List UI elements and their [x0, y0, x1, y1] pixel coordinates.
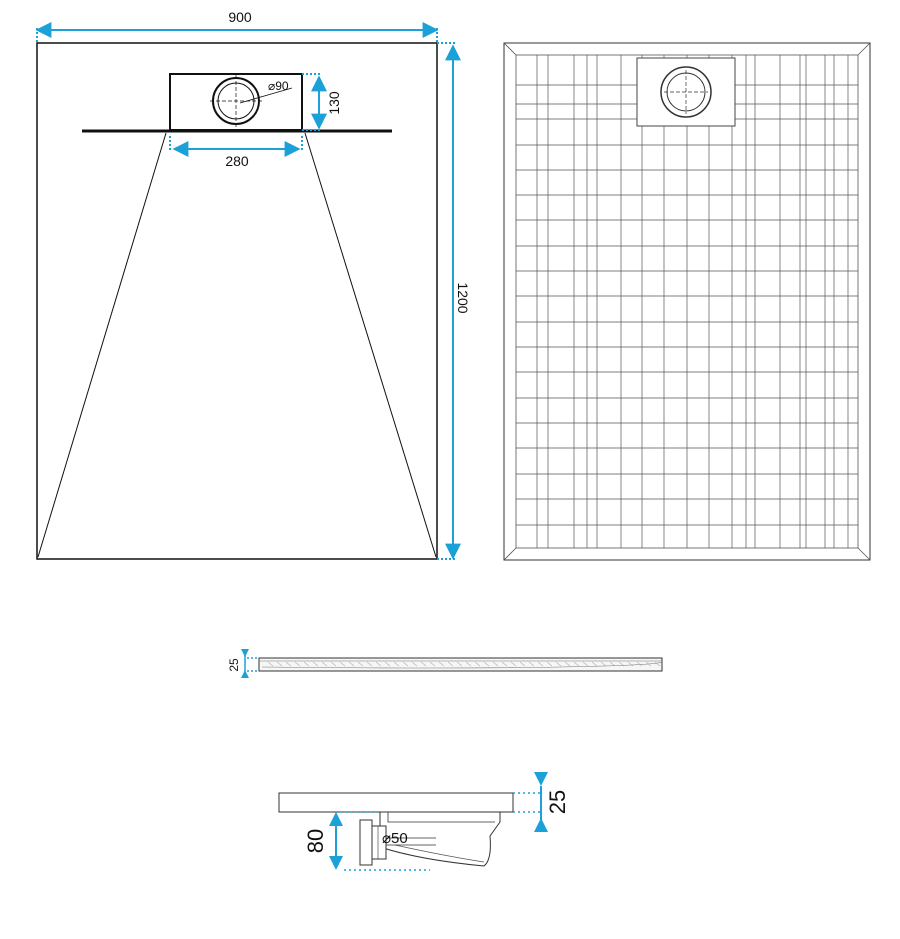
plan-view	[37, 9, 471, 559]
detail-pipe-diameter-label: ⌀50	[382, 830, 408, 847]
drain-detail	[279, 772, 570, 870]
width-label: 900	[228, 9, 252, 25]
length-dimension	[437, 43, 471, 559]
drain-width-label: 280	[225, 153, 249, 169]
slope-line-right	[305, 133, 436, 557]
side-profile	[227, 649, 663, 678]
detail-thickness-label: 25	[545, 789, 570, 815]
detail-thickness-dimension	[513, 772, 570, 832]
profile-thickness-label: 25	[227, 658, 241, 672]
detail-height-label: 80	[303, 828, 328, 854]
drain-diameter-label: ⌀90	[268, 79, 289, 93]
width-dimension	[37, 9, 437, 44]
drain-width-dimension	[170, 136, 302, 169]
grid-lines	[516, 55, 858, 548]
length-label: 1200	[455, 282, 471, 314]
slope-line-left	[38, 133, 166, 557]
drain-height-label: 130	[326, 91, 342, 115]
grid-view	[504, 43, 870, 560]
detail-pipe-flange	[360, 820, 372, 865]
detail-slab	[279, 793, 513, 812]
drain-height-dimension	[302, 74, 342, 130]
profile-thickness-dimension	[227, 649, 259, 678]
